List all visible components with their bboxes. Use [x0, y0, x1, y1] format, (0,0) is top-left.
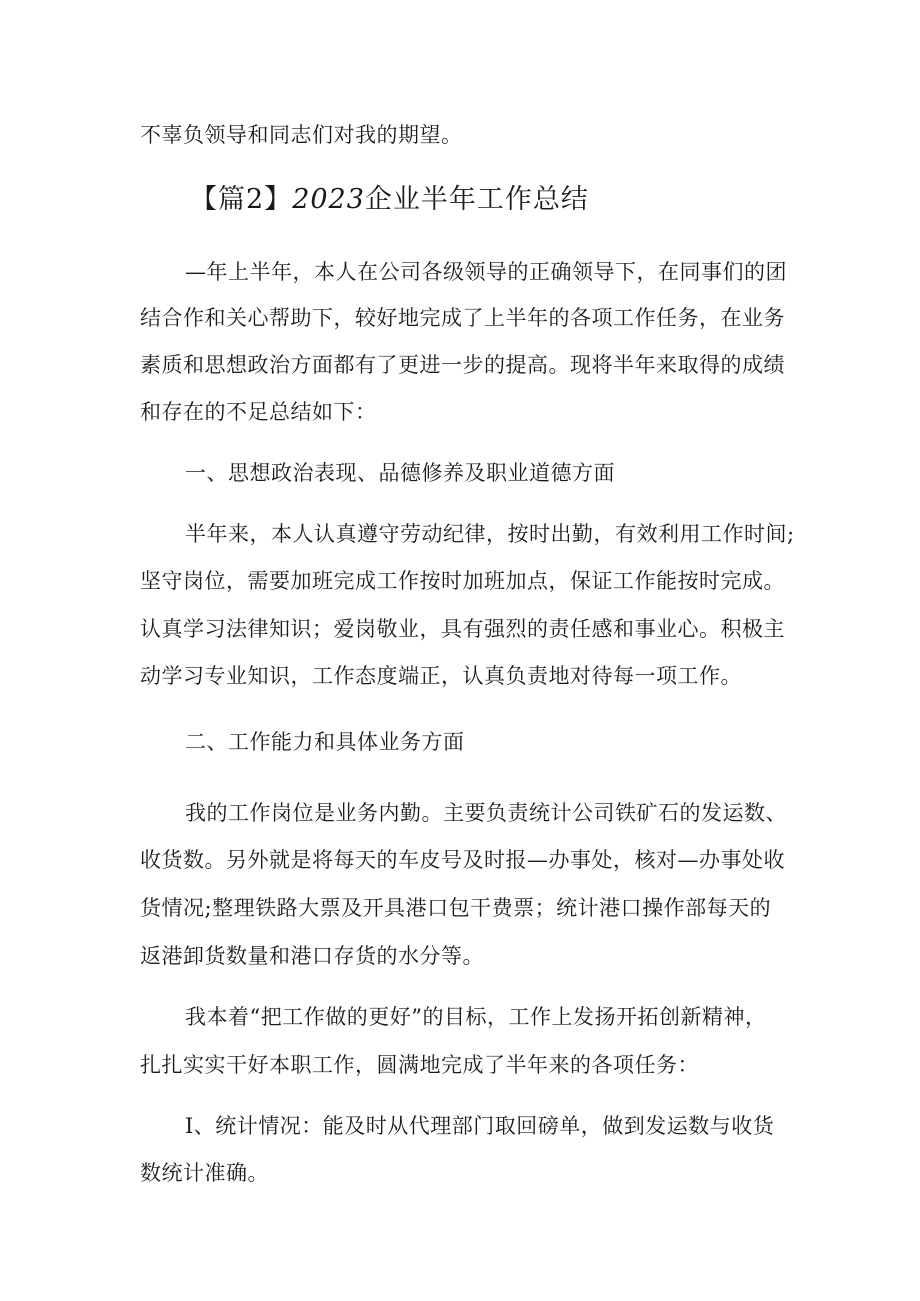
title-text: 企业半年工作总结: [364, 184, 589, 215]
section1-line-4: 动学习专业知识，工作态度端正，认真负责地对待每一项工作。: [140, 664, 742, 688]
section1-line-2: 坚守岗位，需要加班完成工作按时加班加点，保证工作能按时完成。: [140, 569, 785, 593]
section2-para2-line-1: 我本着“把工作做的更好”的目标，工作上发扬开拓创新精神，: [185, 1005, 767, 1029]
intro-line-3: 素质和思想政治方面都有了更进一步的提高。现将半年来取得的成绩: [140, 353, 785, 377]
intro-line-1: —年上半年，本人在公司各级领导的正确领导下，在同事们的团: [185, 260, 787, 284]
section1-heading: 一、思想政治表现、品德修养及职业道德方面: [185, 461, 615, 485]
section2-item1-line-1: I、统计情况：能及时从代理部门取回磅单，做到发运数与收货: [185, 1114, 775, 1138]
section2-para1-line-4: 返港卸货数量和港口存货的水分等。: [140, 944, 484, 968]
section1-line-3: 认真学习法律知识；爱岗敬业，具有强烈的责任感和事业心。积极主: [140, 617, 785, 641]
section2-para2-line-2: 扎扎实实干好本职工作，圆满地完成了半年来的各项任务：: [140, 1053, 699, 1077]
section2-heading: 二、工作能力和具体业务方面: [185, 730, 465, 754]
intro-line-2: 结合作和关心帮助下，较好地完成了上半年的各项工作任务，在业务: [140, 306, 785, 330]
title-prefix: 【篇2】: [190, 184, 293, 215]
section2-para1-line-3: 货情况;整理铁路大票及开具港口包干费票；统计港口操作部每天的: [140, 896, 772, 920]
section2-para1-line-2: 收货数。另外就是将每天的车皮号及时报—办事处，核对—办事处收: [140, 848, 785, 872]
section2-item1-line-2: 数统计准确。: [140, 1161, 269, 1185]
opening-line: 不辜负领导和同志们对我的期望。: [140, 123, 463, 147]
section2-para1-line-1: 我的工作岗位是业务内勤。主要负责统计公司铁矿石的发运数、: [185, 801, 787, 825]
intro-line-4: 和存在的不足总结如下：: [140, 400, 377, 424]
title-year: 2023: [292, 184, 365, 215]
section1-line-1: 半年来，本人认真遵守劳动纪律，按时出勤，有效利用工作时间;: [185, 522, 795, 546]
document-title: [190, 180, 589, 220]
